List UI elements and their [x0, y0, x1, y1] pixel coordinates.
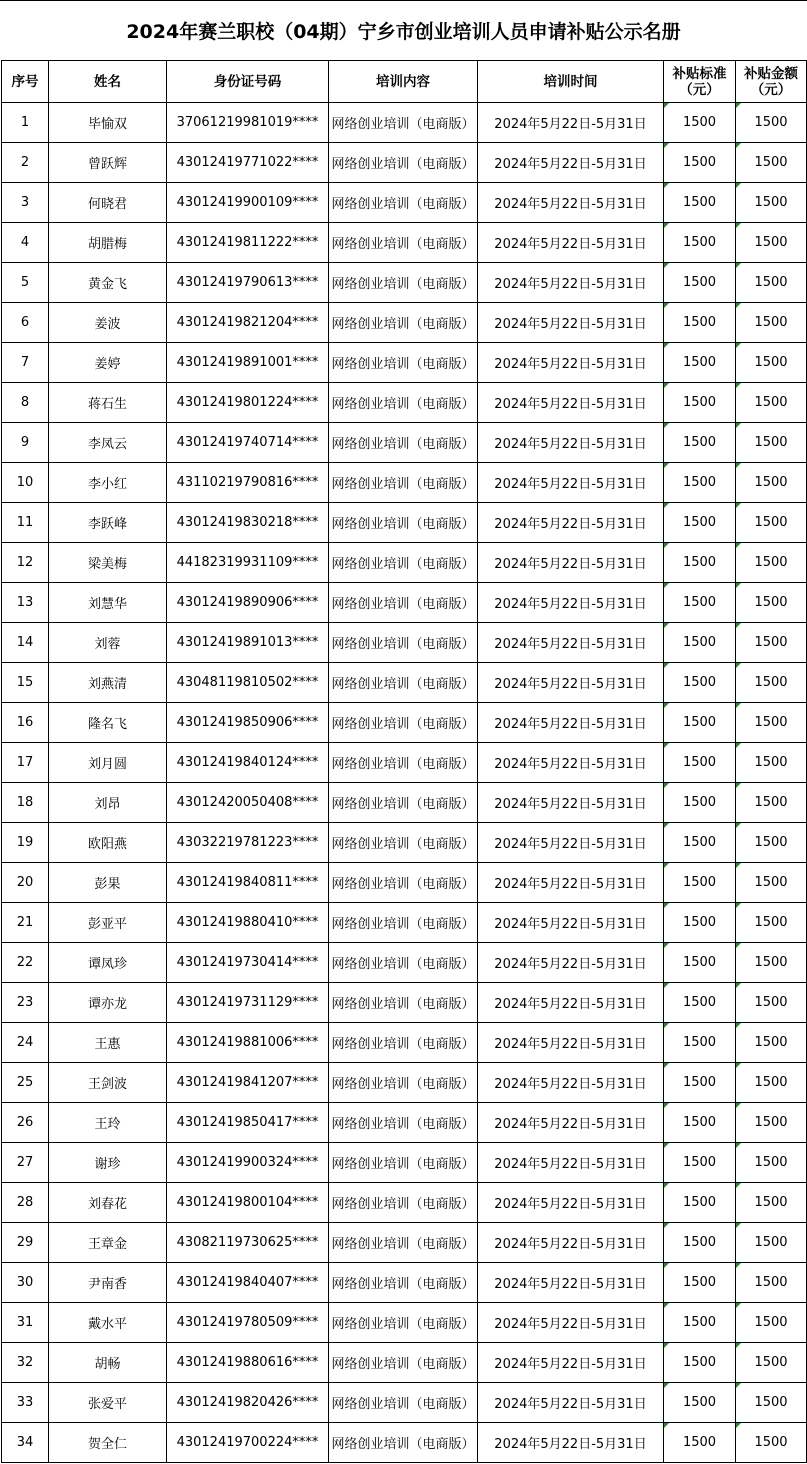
table-row [2, 1063, 807, 1103]
cell-training-content: 网络创业培训（电商版） [329, 1263, 478, 1303]
cell-subsidy-standard: 1500 [664, 463, 736, 503]
cell-subsidy-amount: 1500 [736, 1143, 807, 1183]
cell-subsidy-standard: 1500 [664, 583, 736, 623]
cell-training-content: 网络创业培训（电商版） [329, 223, 478, 263]
header-time: 培训时间 [478, 61, 664, 103]
cell-id-number: 43012419891001**** [167, 343, 329, 383]
header-seq: 序号 [2, 61, 49, 103]
cell-name: 胡畅 [49, 1343, 167, 1383]
cell-name: 彭果 [49, 863, 167, 903]
cell-seq: 1 [2, 103, 49, 143]
cell-subsidy-amount: 1500 [736, 1383, 807, 1423]
table-row [2, 183, 807, 223]
cell-subsidy-amount: 1500 [736, 263, 807, 303]
cell-subsidy-standard: 1500 [664, 743, 736, 783]
page-title: 2024年赛兰职校（04期）宁乡市创业培训人员申请补贴公示名册 [0, 0, 807, 60]
cell-training-time: 2024年5月22日-5月31日 [478, 943, 664, 983]
cell-name: 戴水平 [49, 1303, 167, 1343]
table-row [2, 303, 807, 343]
cell-seq: 2 [2, 143, 49, 183]
cell-subsidy-amount: 1500 [736, 583, 807, 623]
cell-subsidy-standard: 1500 [664, 343, 736, 383]
cell-seq: 13 [2, 583, 49, 623]
cell-subsidy-amount: 1500 [736, 943, 807, 983]
cell-subsidy-amount: 1500 [736, 1103, 807, 1143]
cell-id-number: 43012419880410**** [167, 903, 329, 943]
cell-subsidy-standard: 1500 [664, 663, 736, 703]
cell-training-time: 2024年5月22日-5月31日 [478, 703, 664, 743]
cell-training-content: 网络创业培训（电商版） [329, 423, 478, 463]
cell-training-time: 2024年5月22日-5月31日 [478, 1423, 664, 1463]
cell-subsidy-standard: 1500 [664, 1303, 736, 1343]
cell-seq: 10 [2, 463, 49, 503]
cell-subsidy-amount: 1500 [736, 143, 807, 183]
cell-seq: 15 [2, 663, 49, 703]
cell-subsidy-amount: 1500 [736, 503, 807, 543]
cell-training-content: 网络创业培训（电商版） [329, 903, 478, 943]
cell-subsidy-standard: 1500 [664, 1223, 736, 1263]
cell-subsidy-amount: 1500 [736, 1063, 807, 1103]
cell-training-time: 2024年5月22日-5月31日 [478, 1343, 664, 1383]
cell-subsidy-standard: 1500 [664, 943, 736, 983]
cell-subsidy-amount: 1500 [736, 743, 807, 783]
cell-training-content: 网络创业培训（电商版） [329, 1103, 478, 1143]
cell-name: 谭亦龙 [49, 983, 167, 1023]
cell-subsidy-amount: 1500 [736, 863, 807, 903]
cell-training-time: 2024年5月22日-5月31日 [478, 1183, 664, 1223]
cell-seq: 24 [2, 1023, 49, 1063]
table-row [2, 783, 807, 823]
cell-training-content: 网络创业培训（电商版） [329, 583, 478, 623]
cell-seq: 5 [2, 263, 49, 303]
cell-subsidy-standard: 1500 [664, 183, 736, 223]
cell-subsidy-amount: 1500 [736, 183, 807, 223]
cell-training-content: 网络创业培训（电商版） [329, 1423, 478, 1463]
cell-subsidy-standard: 1500 [664, 303, 736, 343]
cell-subsidy-amount: 1500 [736, 543, 807, 583]
cell-id-number: 43012419731129**** [167, 983, 329, 1023]
cell-training-time: 2024年5月22日-5月31日 [478, 423, 664, 463]
cell-seq: 12 [2, 543, 49, 583]
cell-training-content: 网络创业培训（电商版） [329, 143, 478, 183]
cell-id-number: 43012419840811**** [167, 863, 329, 903]
cell-seq: 17 [2, 743, 49, 783]
cell-name: 黄金飞 [49, 263, 167, 303]
cell-subsidy-standard: 1500 [664, 863, 736, 903]
header-standard [664, 61, 736, 103]
cell-subsidy-amount: 1500 [736, 983, 807, 1023]
cell-subsidy-standard: 1500 [664, 1263, 736, 1303]
table-row [2, 1143, 807, 1183]
table-row [2, 1263, 807, 1303]
table-row [2, 743, 807, 783]
table-row [2, 1303, 807, 1343]
cell-name: 毕愉双 [49, 103, 167, 143]
cell-name: 胡腊梅 [49, 223, 167, 263]
cell-training-content: 网络创业培训（电商版） [329, 303, 478, 343]
cell-training-content: 网络创业培训（电商版） [329, 383, 478, 423]
cell-training-content: 网络创业培训（电商版） [329, 783, 478, 823]
header-amount [736, 61, 807, 103]
cell-training-content: 网络创业培训（电商版） [329, 1023, 478, 1063]
table-row [2, 943, 807, 983]
cell-subsidy-amount: 1500 [736, 703, 807, 743]
cell-id-number: 43012419850417**** [167, 1103, 329, 1143]
cell-id-number: 43012419830218**** [167, 503, 329, 543]
table-row [2, 463, 807, 503]
cell-id-number: 43110219790816**** [167, 463, 329, 503]
cell-seq: 30 [2, 1263, 49, 1303]
cell-training-time: 2024年5月22日-5月31日 [478, 543, 664, 583]
header-amount-line2: （元） [750, 81, 792, 98]
table-row [2, 663, 807, 703]
cell-seq: 18 [2, 783, 49, 823]
table-row [2, 583, 807, 623]
cell-training-time: 2024年5月22日-5月31日 [478, 143, 664, 183]
cell-subsidy-amount: 1500 [736, 903, 807, 943]
cell-seq: 22 [2, 943, 49, 983]
cell-subsidy-standard: 1500 [664, 623, 736, 663]
cell-seq: 34 [2, 1423, 49, 1463]
cell-id-number: 43012419821204**** [167, 303, 329, 343]
cell-subsidy-amount: 1500 [736, 663, 807, 703]
table-row [2, 1103, 807, 1143]
cell-training-time: 2024年5月22日-5月31日 [478, 783, 664, 823]
header-amount-line1: 补贴金额 [744, 65, 798, 82]
cell-subsidy-standard: 1500 [664, 823, 736, 863]
cell-seq: 4 [2, 223, 49, 263]
cell-subsidy-standard: 1500 [664, 703, 736, 743]
cell-name: 梁美梅 [49, 543, 167, 583]
header-row [2, 61, 807, 103]
cell-training-time: 2024年5月22日-5月31日 [478, 183, 664, 223]
cell-name: 刘燕清 [49, 663, 167, 703]
cell-id-number: 43012419900324**** [167, 1143, 329, 1183]
cell-name: 王惠 [49, 1023, 167, 1063]
cell-seq: 16 [2, 703, 49, 743]
cell-id-number: 43012419840124**** [167, 743, 329, 783]
cell-training-content: 网络创业培训（电商版） [329, 943, 478, 983]
cell-id-number: 43012419890906**** [167, 583, 329, 623]
table-row [2, 103, 807, 143]
cell-training-time: 2024年5月22日-5月31日 [478, 863, 664, 903]
cell-name: 姜婷 [49, 343, 167, 383]
cell-training-content: 网络创业培训（电商版） [329, 503, 478, 543]
cell-seq: 29 [2, 1223, 49, 1263]
cell-name: 王玲 [49, 1103, 167, 1143]
cell-training-content: 网络创业培训（电商版） [329, 463, 478, 503]
cell-subsidy-amount: 1500 [736, 1183, 807, 1223]
cell-training-time: 2024年5月22日-5月31日 [478, 103, 664, 143]
cell-id-number: 44182319931109**** [167, 543, 329, 583]
table-body [2, 103, 807, 1463]
cell-training-time: 2024年5月22日-5月31日 [478, 303, 664, 343]
cell-seq: 32 [2, 1343, 49, 1383]
cell-id-number: 43012419811222**** [167, 223, 329, 263]
cell-id-number: 43012419881006**** [167, 1023, 329, 1063]
cell-seq: 21 [2, 903, 49, 943]
cell-subsidy-standard: 1500 [664, 503, 736, 543]
cell-subsidy-amount: 1500 [736, 783, 807, 823]
cell-id-number: 43012419790613**** [167, 263, 329, 303]
cell-subsidy-amount: 1500 [736, 823, 807, 863]
cell-name: 尹南香 [49, 1263, 167, 1303]
cell-training-time: 2024年5月22日-5月31日 [478, 343, 664, 383]
cell-training-time: 2024年5月22日-5月31日 [478, 983, 664, 1023]
header-name: 姓名 [49, 61, 167, 103]
cell-name: 彭亚平 [49, 903, 167, 943]
cell-subsidy-standard: 1500 [664, 223, 736, 263]
cell-seq: 25 [2, 1063, 49, 1103]
header-standard-line1: 补贴标准 [672, 65, 727, 82]
cell-training-content: 网络创业培训（电商版） [329, 663, 478, 703]
cell-training-content: 网络创业培训（电商版） [329, 1223, 478, 1263]
cell-training-time: 2024年5月22日-5月31日 [478, 223, 664, 263]
cell-id-number: 43012419880616**** [167, 1343, 329, 1383]
cell-subsidy-standard: 1500 [664, 1143, 736, 1183]
cell-training-content: 网络创业培训（电商版） [329, 623, 478, 663]
cell-subsidy-amount: 1500 [736, 383, 807, 423]
cell-id-number: 43012419891013**** [167, 623, 329, 663]
cell-training-time: 2024年5月22日-5月31日 [478, 1383, 664, 1423]
cell-training-time: 2024年5月22日-5月31日 [478, 623, 664, 663]
subsidy-table [1, 60, 807, 1463]
cell-training-time: 2024年5月22日-5月31日 [478, 1063, 664, 1103]
cell-name: 李小红 [49, 463, 167, 503]
cell-seq: 26 [2, 1103, 49, 1143]
cell-training-content: 网络创业培训（电商版） [329, 183, 478, 223]
table-row [2, 703, 807, 743]
cell-subsidy-standard: 1500 [664, 103, 736, 143]
cell-id-number: 43012419801224**** [167, 383, 329, 423]
cell-training-time: 2024年5月22日-5月31日 [478, 1223, 664, 1263]
cell-subsidy-amount: 1500 [736, 343, 807, 383]
cell-name: 贺全仁 [49, 1423, 167, 1463]
cell-training-content: 网络创业培训（电商版） [329, 1063, 478, 1103]
cell-subsidy-standard: 1500 [664, 1023, 736, 1063]
cell-name: 刘春花 [49, 1183, 167, 1223]
cell-subsidy-standard: 1500 [664, 263, 736, 303]
table-row [2, 1423, 807, 1463]
cell-subsidy-amount: 1500 [736, 1343, 807, 1383]
cell-training-time: 2024年5月22日-5月31日 [478, 743, 664, 783]
cell-training-content: 网络创业培训（电商版） [329, 1303, 478, 1343]
table-row [2, 1383, 807, 1423]
cell-name: 谭凤珍 [49, 943, 167, 983]
table-row [2, 263, 807, 303]
cell-subsidy-standard: 1500 [664, 1343, 736, 1383]
cell-name: 刘慧华 [49, 583, 167, 623]
cell-training-content: 网络创业培训（电商版） [329, 343, 478, 383]
cell-subsidy-standard: 1500 [664, 1383, 736, 1423]
cell-training-time: 2024年5月22日-5月31日 [478, 583, 664, 623]
cell-subsidy-standard: 1500 [664, 1103, 736, 1143]
cell-subsidy-standard: 1500 [664, 143, 736, 183]
cell-subsidy-amount: 1500 [736, 423, 807, 463]
cell-name: 欧阳燕 [49, 823, 167, 863]
cell-id-number: 43012419820426**** [167, 1383, 329, 1423]
table-row [2, 1023, 807, 1063]
cell-seq: 3 [2, 183, 49, 223]
table-row [2, 343, 807, 383]
cell-name: 蒋石生 [49, 383, 167, 423]
table-row [2, 823, 807, 863]
table-row [2, 863, 807, 903]
cell-seq: 27 [2, 1143, 49, 1183]
cell-subsidy-standard: 1500 [664, 783, 736, 823]
cell-training-time: 2024年5月22日-5月31日 [478, 263, 664, 303]
header-content: 培训内容 [329, 61, 478, 103]
cell-id-number: 43012419800104**** [167, 1183, 329, 1223]
cell-training-content: 网络创业培训（电商版） [329, 823, 478, 863]
cell-seq: 33 [2, 1383, 49, 1423]
cell-training-content: 网络创业培训（电商版） [329, 743, 478, 783]
table-row [2, 383, 807, 423]
cell-subsidy-amount: 1500 [736, 463, 807, 503]
table-row [2, 223, 807, 263]
cell-seq: 8 [2, 383, 49, 423]
cell-subsidy-amount: 1500 [736, 223, 807, 263]
cell-name: 姜波 [49, 303, 167, 343]
cell-subsidy-standard: 1500 [664, 1063, 736, 1103]
cell-subsidy-amount: 1500 [736, 1423, 807, 1463]
cell-subsidy-amount: 1500 [736, 623, 807, 663]
cell-seq: 6 [2, 303, 49, 343]
cell-id-number: 43012419900109**** [167, 183, 329, 223]
cell-subsidy-amount: 1500 [736, 103, 807, 143]
cell-subsidy-standard: 1500 [664, 1423, 736, 1463]
cell-training-content: 网络创业培训（电商版） [329, 1343, 478, 1383]
cell-id-number: 43012419740714**** [167, 423, 329, 463]
cell-training-content: 网络创业培训（电商版） [329, 1143, 478, 1183]
header-standard-line2: （元） [679, 81, 720, 98]
header-id: 身份证号码 [167, 61, 329, 103]
cell-name: 谢珍 [49, 1143, 167, 1183]
cell-training-time: 2024年5月22日-5月31日 [478, 503, 664, 543]
cell-id-number: 43012419841207**** [167, 1063, 329, 1103]
table-row [2, 143, 807, 183]
cell-seq: 28 [2, 1183, 49, 1223]
cell-id-number: 43012419850906**** [167, 703, 329, 743]
cell-seq: 19 [2, 823, 49, 863]
table-row [2, 543, 807, 583]
cell-training-content: 网络创业培训（电商版） [329, 263, 478, 303]
cell-subsidy-standard: 1500 [664, 983, 736, 1023]
cell-seq: 14 [2, 623, 49, 663]
cell-training-content: 网络创业培训（电商版） [329, 703, 478, 743]
cell-training-content: 网络创业培训（电商版） [329, 863, 478, 903]
cell-seq: 11 [2, 503, 49, 543]
cell-name: 曾跃辉 [49, 143, 167, 183]
cell-subsidy-standard: 1500 [664, 543, 736, 583]
cell-training-content: 网络创业培训（电商版） [329, 543, 478, 583]
cell-subsidy-standard: 1500 [664, 1183, 736, 1223]
cell-training-time: 2024年5月22日-5月31日 [478, 663, 664, 703]
cell-id-number: 43012419700224**** [167, 1423, 329, 1463]
cell-subsidy-standard: 1500 [664, 903, 736, 943]
cell-name: 刘蓉 [49, 623, 167, 663]
cell-training-content: 网络创业培训（电商版） [329, 983, 478, 1023]
cell-seq: 7 [2, 343, 49, 383]
cell-id-number: 37061219981019**** [167, 103, 329, 143]
cell-subsidy-amount: 1500 [736, 1023, 807, 1063]
cell-id-number: 43012419771022**** [167, 143, 329, 183]
cell-name: 王章金 [49, 1223, 167, 1263]
cell-seq: 23 [2, 983, 49, 1023]
cell-training-time: 2024年5月22日-5月31日 [478, 383, 664, 423]
table-row [2, 983, 807, 1023]
cell-id-number: 43032219781223**** [167, 823, 329, 863]
cell-seq: 9 [2, 423, 49, 463]
cell-subsidy-standard: 1500 [664, 383, 736, 423]
cell-training-content: 网络创业培训（电商版） [329, 1383, 478, 1423]
cell-training-time: 2024年5月22日-5月31日 [478, 463, 664, 503]
cell-subsidy-amount: 1500 [736, 1303, 807, 1343]
table-row [2, 623, 807, 663]
cell-subsidy-standard: 1500 [664, 423, 736, 463]
cell-seq: 31 [2, 1303, 49, 1343]
cell-training-time: 2024年5月22日-5月31日 [478, 1143, 664, 1183]
cell-name: 何晓君 [49, 183, 167, 223]
cell-id-number: 43048119810502**** [167, 663, 329, 703]
table-row [2, 903, 807, 943]
cell-name: 刘月圆 [49, 743, 167, 783]
cell-name: 张爱平 [49, 1383, 167, 1423]
cell-id-number: 43012419840407**** [167, 1263, 329, 1303]
cell-training-content: 网络创业培训（电商版） [329, 1183, 478, 1223]
cell-id-number: 43012419730414**** [167, 943, 329, 983]
table-row [2, 1223, 807, 1263]
table-row [2, 503, 807, 543]
cell-training-time: 2024年5月22日-5月31日 [478, 1103, 664, 1143]
cell-training-time: 2024年5月22日-5月31日 [478, 823, 664, 863]
cell-id-number: 43012420050408**** [167, 783, 329, 823]
cell-training-time: 2024年5月22日-5月31日 [478, 1303, 664, 1343]
table-row [2, 1183, 807, 1223]
cell-training-time: 2024年5月22日-5月31日 [478, 903, 664, 943]
cell-training-time: 2024年5月22日-5月31日 [478, 1023, 664, 1063]
cell-training-time: 2024年5月22日-5月31日 [478, 1263, 664, 1303]
cell-subsidy-amount: 1500 [736, 1263, 807, 1303]
cell-name: 李跃峰 [49, 503, 167, 543]
cell-id-number: 43012419780509**** [167, 1303, 329, 1343]
cell-name: 隆名飞 [49, 703, 167, 743]
cell-id-number: 43082119730625**** [167, 1223, 329, 1263]
cell-training-content: 网络创业培训（电商版） [329, 103, 478, 143]
cell-name: 李凤云 [49, 423, 167, 463]
cell-subsidy-amount: 1500 [736, 303, 807, 343]
table-row [2, 1343, 807, 1383]
cell-subsidy-amount: 1500 [736, 1223, 807, 1263]
table-row [2, 423, 807, 463]
cell-name: 王剑波 [49, 1063, 167, 1103]
cell-name: 刘昂 [49, 783, 167, 823]
cell-seq: 20 [2, 863, 49, 903]
